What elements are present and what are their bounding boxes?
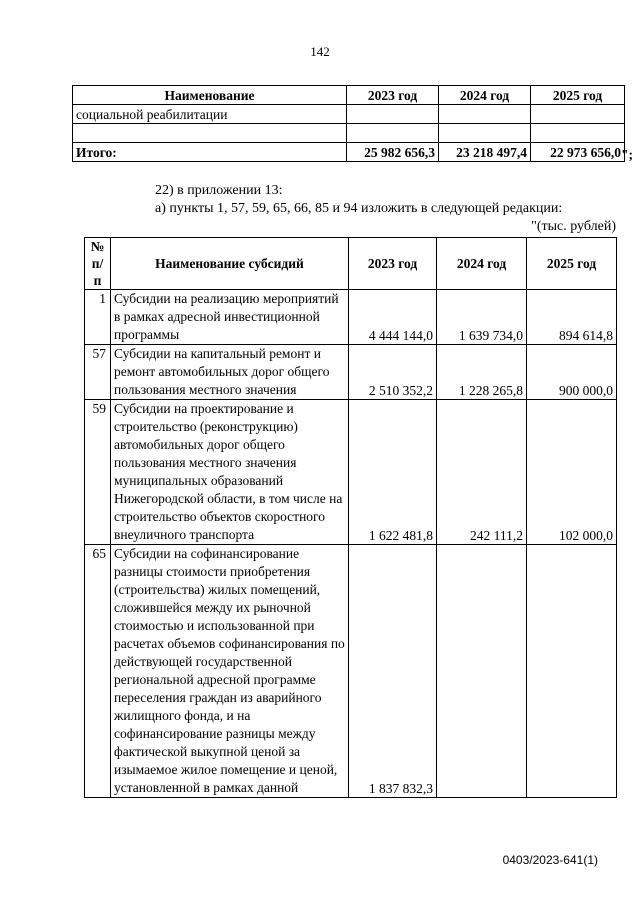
closing-quote: "; xyxy=(621,147,633,162)
header-2025: 2025 год xyxy=(531,86,625,105)
header-2025: 2025 год xyxy=(527,238,617,290)
subsidies-table xyxy=(84,237,617,798)
row-number: 57 xyxy=(85,345,111,400)
total-2023: 25 982 656,3 xyxy=(347,143,439,162)
row-name: социальной реабилитации xyxy=(73,105,347,124)
row-name: Субсидии на софинансирование разницы стоимости приобретения (строительства) жилых помещений, сложившейся между их рыночной стоимостью и использованной при расчетах объемов софинансирования по действующей государственной региональной адресной программе переселения граждан из аварийного жилищного фонда, и на софинансирование разницы между фактической выкупной ценой за изымаемое жилое помещение и ценой, установленной в рамках данной xyxy=(111,545,349,798)
paragraph-a: а) пункты 1, 57, 59, 65, 66, 85 и 94 изложить в следующей редакции: xyxy=(155,201,563,216)
row-number: 1 xyxy=(85,290,111,345)
row-number: 65 xyxy=(85,545,111,798)
table-header-row xyxy=(85,238,617,290)
row-2023: 4 444 144,0 xyxy=(349,290,437,345)
row-2025: 900 000,0 xyxy=(527,345,617,400)
row-name: Субсидии на реализацию мероприятий в рамках адресной инвестиционной программы xyxy=(111,290,349,345)
header-number: № п/п xyxy=(85,238,111,290)
row-2025 xyxy=(527,545,617,798)
row-2024: 1 228 265,8 xyxy=(437,345,527,400)
table-row xyxy=(85,545,617,798)
page-number: 142 xyxy=(310,44,330,59)
row-2023: 1 622 481,8 xyxy=(349,400,437,545)
header-2023: 2023 год xyxy=(347,86,439,105)
row-2024 xyxy=(437,545,527,798)
row-2025: 894 614,8 xyxy=(527,290,617,345)
header-2024: 2024 год xyxy=(437,238,527,290)
total-label: Итого: xyxy=(73,143,347,162)
row-2024: 242 111,2 xyxy=(437,400,527,545)
header-name: Наименование xyxy=(73,86,347,105)
paragraph-22: 22) в приложении 13: xyxy=(155,183,283,198)
header-subsidy-name: Наименование субсидий xyxy=(111,238,349,290)
budget-total-table xyxy=(72,85,625,162)
table-row xyxy=(85,400,617,545)
unit-note: "(тыс. рублей) xyxy=(531,219,616,234)
row-name: Субсидии на капитальный ремонт и ремонт автомобильных дорог общего пользования местного значения xyxy=(111,345,349,400)
row-name: Субсидии на проектирование и строительство (реконструкцию) автомобильных дорог общего пользования местного значения муниципальных образований Нижегородской области, в том числе на строительство объектов скоростного внеуличного транспорта xyxy=(111,400,349,545)
total-2025: 22 973 656,0 xyxy=(531,143,625,162)
table-row-empty xyxy=(73,124,625,143)
table-row xyxy=(85,290,617,345)
table-row xyxy=(85,345,617,400)
row-2023: 2 510 352,2 xyxy=(349,345,437,400)
table-row xyxy=(73,105,625,124)
total-2024: 23 218 497,4 xyxy=(439,143,531,162)
row-2025: 102 000,0 xyxy=(527,400,617,545)
header-2023: 2023 год xyxy=(349,238,437,290)
header-2024: 2024 год xyxy=(439,86,531,105)
row-2023: 1 837 832,3 xyxy=(349,545,437,798)
total-row xyxy=(73,143,625,162)
table-header-row xyxy=(73,86,625,105)
row-number: 59 xyxy=(85,400,111,545)
document-code: 0403/2023-641(1) xyxy=(502,853,598,867)
row-2024: 1 639 734,0 xyxy=(437,290,527,345)
